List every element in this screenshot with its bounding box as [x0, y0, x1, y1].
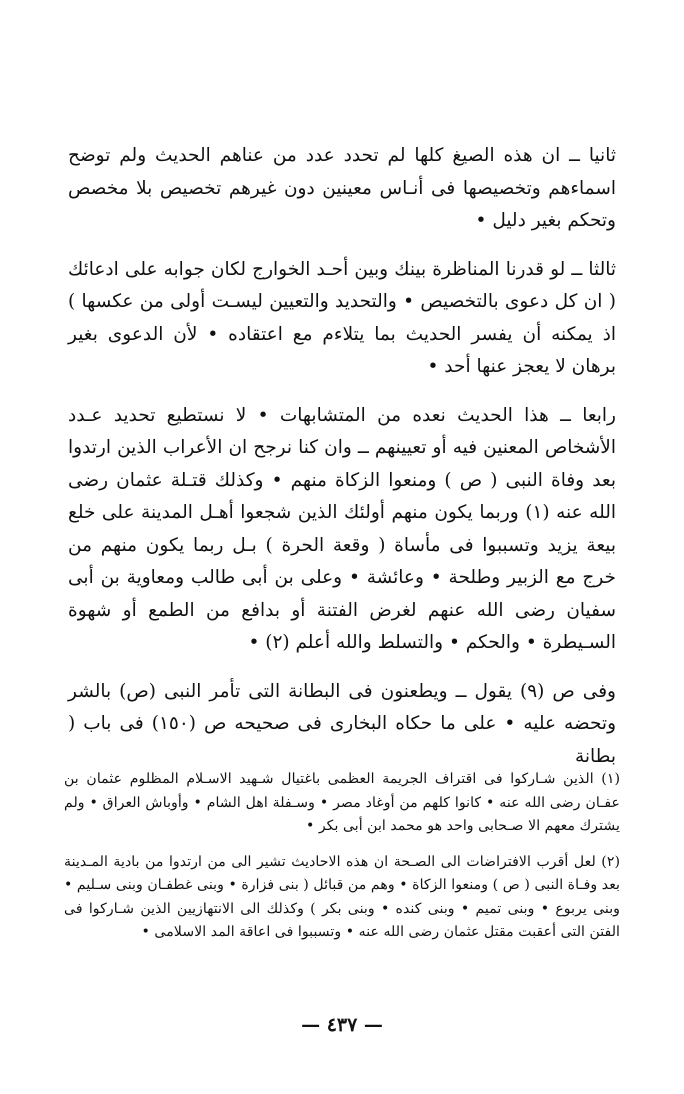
- paragraph-thaniyan: ثانيا ــ ان هذه الصيغ كلها لم تحدد عدد من عناهم الحديث ولم توضح اسماءهم وتخصيصها فى أنـاس معينين دون غيرهم تخصيص بلا مخصص وتحكم بغير دليل •: [68, 145, 616, 231]
- page-number: — ٤٣٧ —: [301, 1014, 383, 1036]
- footnote-1: (١) الذين شـاركوا فى اقتراف الجريمة العظمى باغتيال شـهيد الاسـلام المظلوم عثمان بن عفـان رضى الله عنه • كانوا كلهم من أوغاد مصر • وسـفلة اهل الشام • وأوباش العراق • ولم يشترك معهم الا صـحابى واحد هو محمد ابن أبى بكر •: [64, 771, 620, 834]
- footnotes: [64, 768, 620, 957]
- paragraph-page-9-quote: وفى ص (٩) يقول ــ ويطعنون فى البطانة التى تأمر النبى (ص) بالشر وتحضه عليه • على ما حكاه البخارى فى صحيحه ص (١٥٠) فى باب ( بطانة: [68, 680, 616, 767]
- footnote-2: (٢) لعل أقرب الافتراضات الى الصـحة ان هذه الاحاديث تشير الى من ارتدوا من بادية المـدينة بعد وفـاة النبى ( ص ) ومنعوا الزكاة • وهم من قبائل ( بنى فزارة • وبنى غطفـان وبنى سـليم • وبنى يربوع • وبنى تميم • وبنى كنده • وبنى بكر ) وكذلك الى الانتهازيين الذين شـاركوا فى الفتن التى أعقبت مقتل عثمان رضى الله عنه • وتسببوا فى اعاقة المد الاسلامى •: [64, 853, 620, 940]
- paragraph-rabian: رابعا ــ هذا الحديث نعده من المتشابهات • لا نستطيع تحديد عـدد الأشخاص المعنين فيه أو تعيينهم ــ وان كنا نرجح ان الأعراب الذين ارتدوا بعد وفاة النبى ( ص ) ومنعوا الزكاة منهم • وكذلك قتـلة عثمان رضى الله عنه (١) وربما يكون منهم أولئك الذين شجعوا أهـل المدينة على خلع بيعة يزيد وتسببوا فى مأساة ( وقعة الحرة ) بـل ربما يكون منهم من خرج مع الزبير وطلحة • وعائشة • وعلى بن أبى طالب ومعاوية بن أبى سفيان رضى الله عنهم لغرض الفتنة أو بدافع من الطمع أو شهوة السـيطرة • والحكم • والتسلط والله أعلم (٢) •: [68, 404, 616, 653]
- main-text: [68, 140, 616, 789]
- paragraph-thalithan: ثالثا ــ لو قدرنا المناظرة بينك وبين أحـد الخوارج لكان جوابه على ادعائك ( ان كل دعوى بالتخصيص • والتحديد والتعيين ليسـت أولى من عكسها ) اذ يمكنه أن يفسر الحديث بما يتلاءم مع اعتقاده • لأن الدعوى بغير برهان لا يعجز عنها أحد •: [68, 258, 616, 377]
